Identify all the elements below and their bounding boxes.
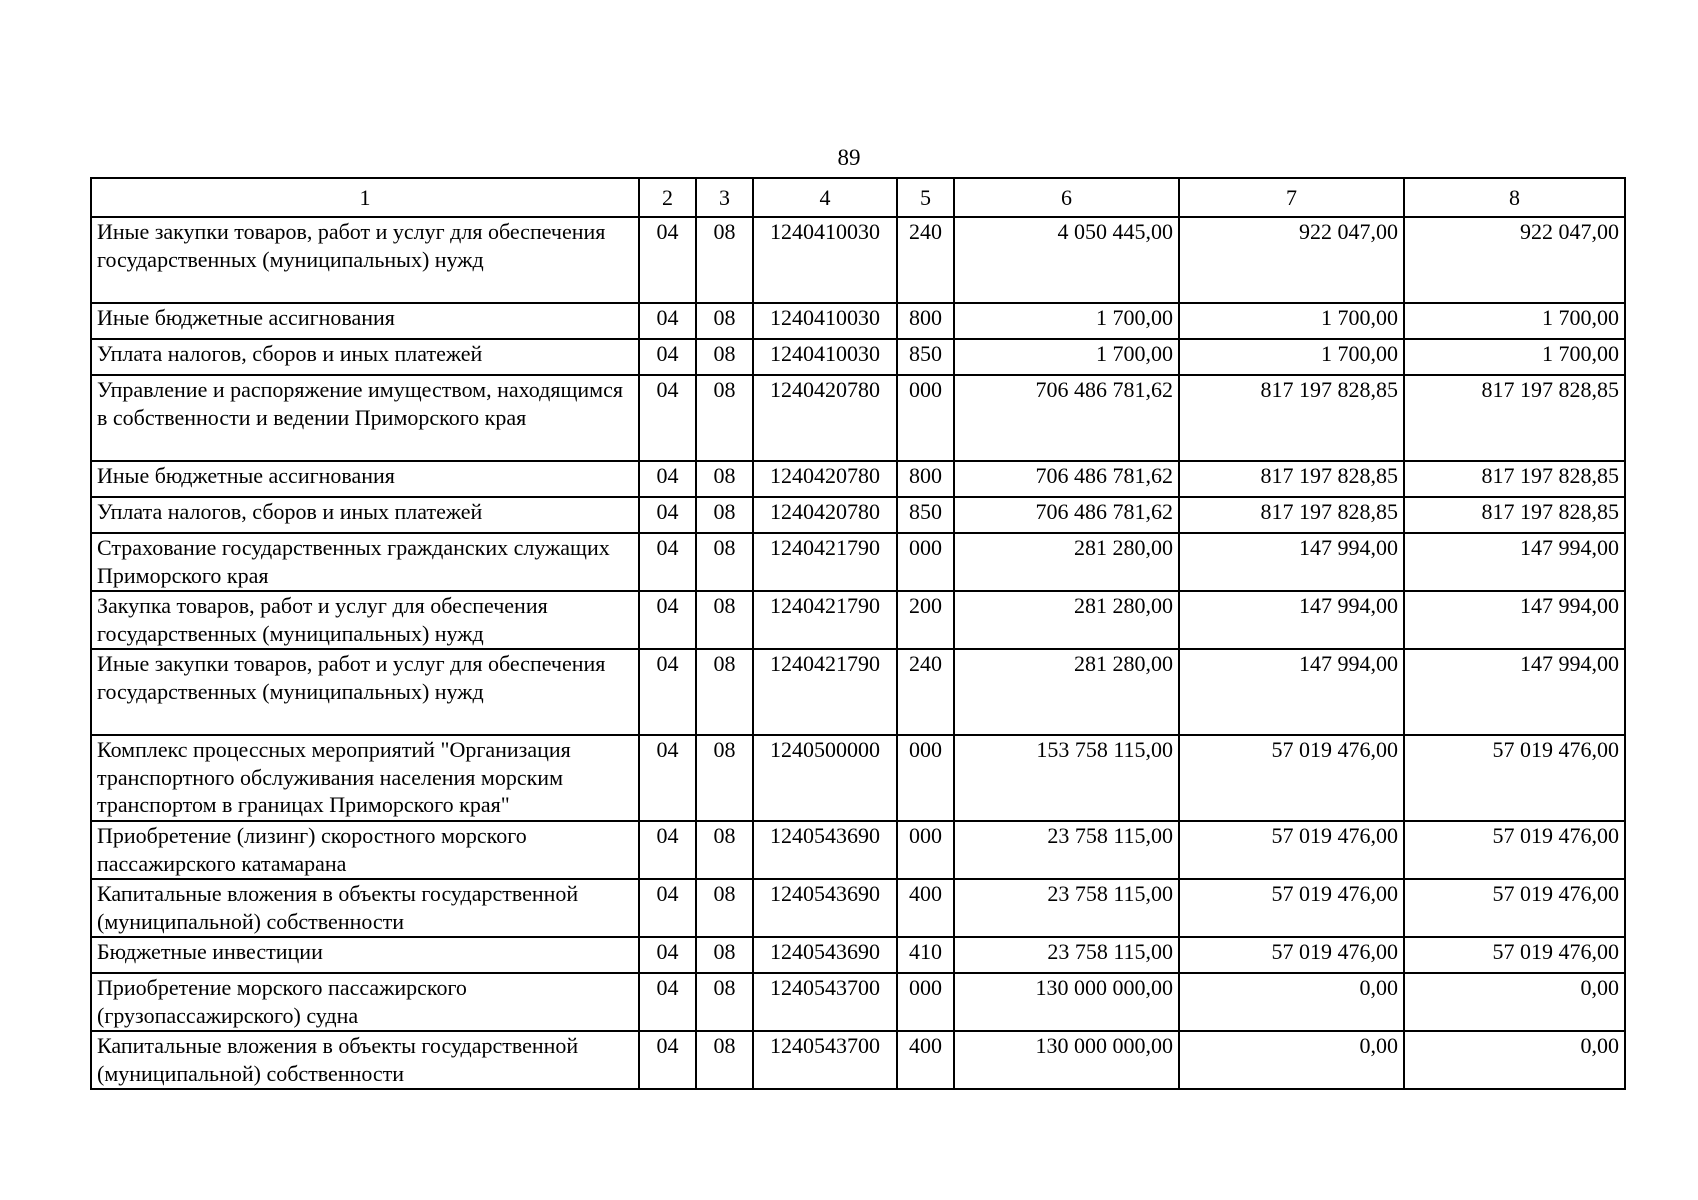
- row-description: Иные закупки товаров, работ и услуг для обеспечения государственных (муниципальных) нужд: [91, 649, 639, 735]
- header-cell: 3: [696, 178, 753, 217]
- row-description: Страхование государственных гражданских служащих Приморского края: [91, 533, 639, 591]
- expense-type-code: 240: [897, 649, 954, 735]
- amount-col-8: 817 197 828,85: [1404, 497, 1625, 533]
- subsection-code: 08: [696, 339, 753, 375]
- expense-type-code: 000: [897, 375, 954, 461]
- amount-col-7: 1 700,00: [1179, 339, 1404, 375]
- row-description: Иные закупки товаров, работ и услуг для обеспечения государственных (муниципальных) нужд: [91, 217, 639, 303]
- section-code: 04: [639, 533, 696, 591]
- subsection-code: 08: [696, 375, 753, 461]
- amount-col-8: 57 019 476,00: [1404, 821, 1625, 879]
- table-row: [91, 649, 1625, 735]
- amount-col-8: 57 019 476,00: [1404, 879, 1625, 937]
- amount-col-8: 1 700,00: [1404, 303, 1625, 339]
- expense-type-code: 400: [897, 1031, 954, 1089]
- target-article-code: 1240421790: [753, 533, 897, 591]
- section-code: 04: [639, 735, 696, 821]
- header-cell: 5: [897, 178, 954, 217]
- amount-col-6: 1 700,00: [954, 339, 1179, 375]
- subsection-code: 08: [696, 303, 753, 339]
- target-article-code: 1240420780: [753, 497, 897, 533]
- expense-type-code: 410: [897, 937, 954, 973]
- amount-col-6: 706 486 781,62: [954, 497, 1179, 533]
- table-row: [91, 937, 1625, 973]
- target-article-code: 1240410030: [753, 217, 897, 303]
- amount-col-8: 1 700,00: [1404, 339, 1625, 375]
- amount-col-6: 130 000 000,00: [954, 1031, 1179, 1089]
- amount-col-8: 57 019 476,00: [1404, 937, 1625, 973]
- section-code: 04: [639, 649, 696, 735]
- header-cell: 1: [91, 178, 639, 217]
- table-row: [91, 339, 1625, 375]
- subsection-code: 08: [696, 1031, 753, 1089]
- table-row: [91, 533, 1625, 591]
- expense-type-code: 850: [897, 339, 954, 375]
- section-code: 04: [639, 1031, 696, 1089]
- subsection-code: 08: [696, 735, 753, 821]
- amount-col-6: 706 486 781,62: [954, 461, 1179, 497]
- subsection-code: 08: [696, 591, 753, 649]
- amount-col-7: 0,00: [1179, 1031, 1404, 1089]
- expense-type-code: 000: [897, 973, 954, 1031]
- row-description: Капитальные вложения в объекты государственной (муниципальной) собственности: [91, 1031, 639, 1089]
- amount-col-7: 817 197 828,85: [1179, 461, 1404, 497]
- subsection-code: 08: [696, 533, 753, 591]
- expense-type-code: 000: [897, 735, 954, 821]
- subsection-code: 08: [696, 217, 753, 303]
- expense-type-code: 400: [897, 879, 954, 937]
- amount-col-6: 706 486 781,62: [954, 375, 1179, 461]
- subsection-code: 08: [696, 879, 753, 937]
- section-code: 04: [639, 375, 696, 461]
- subsection-code: 08: [696, 821, 753, 879]
- expense-type-code: 240: [897, 217, 954, 303]
- amount-col-6: 281 280,00: [954, 591, 1179, 649]
- row-description: Приобретение морского пассажирского (грузопассажирского) судна: [91, 973, 639, 1031]
- target-article-code: 1240410030: [753, 303, 897, 339]
- amount-col-6: 281 280,00: [954, 533, 1179, 591]
- section-code: 04: [639, 973, 696, 1031]
- section-code: 04: [639, 821, 696, 879]
- table-row: [91, 303, 1625, 339]
- row-description: Закупка товаров, работ и услуг для обеспечения государственных (муниципальных) нужд: [91, 591, 639, 649]
- section-code: 04: [639, 339, 696, 375]
- page-number: 89: [837, 145, 861, 170]
- target-article-code: 1240543690: [753, 821, 897, 879]
- row-description: Комплекс процессных мероприятий "Организация транспортного обслуживания населения морским транспортом в границах Приморского края": [91, 735, 639, 821]
- section-code: 04: [639, 937, 696, 973]
- amount-col-8: 0,00: [1404, 1031, 1625, 1089]
- row-description: Иные бюджетные ассигнования: [91, 461, 639, 497]
- amount-col-6: 23 758 115,00: [954, 937, 1179, 973]
- section-code: 04: [639, 303, 696, 339]
- table-row: [91, 461, 1625, 497]
- table-row: [91, 217, 1625, 303]
- amount-col-8: 147 994,00: [1404, 649, 1625, 735]
- subsection-code: 08: [696, 497, 753, 533]
- row-description: Управление и распоряжение имуществом, находящимся в собственности и ведении Приморского края: [91, 375, 639, 461]
- section-code: 04: [639, 461, 696, 497]
- amount-col-7: 147 994,00: [1179, 591, 1404, 649]
- expense-type-code: 000: [897, 821, 954, 879]
- table-row: [91, 879, 1625, 937]
- table-row: [91, 973, 1625, 1031]
- budget-table: [90, 177, 1626, 1090]
- target-article-code: 1240543690: [753, 879, 897, 937]
- amount-col-6: 23 758 115,00: [954, 821, 1179, 879]
- amount-col-6: 153 758 115,00: [954, 735, 1179, 821]
- header-cell: 7: [1179, 178, 1404, 217]
- amount-col-6: 23 758 115,00: [954, 879, 1179, 937]
- target-article-code: 1240543700: [753, 973, 897, 1031]
- row-description: Приобретение (лизинг) скоростного морского пассажирского катамарана: [91, 821, 639, 879]
- amount-col-7: 922 047,00: [1179, 217, 1404, 303]
- amount-col-7: 57 019 476,00: [1179, 821, 1404, 879]
- row-description: Уплата налогов, сборов и иных платежей: [91, 497, 639, 533]
- expense-type-code: 000: [897, 533, 954, 591]
- subsection-code: 08: [696, 973, 753, 1031]
- subsection-code: 08: [696, 937, 753, 973]
- amount-col-7: 817 197 828,85: [1179, 375, 1404, 461]
- table-row: [91, 591, 1625, 649]
- amount-col-8: 57 019 476,00: [1404, 735, 1625, 821]
- target-article-code: 1240420780: [753, 461, 897, 497]
- expense-type-code: 800: [897, 461, 954, 497]
- amount-col-8: 147 994,00: [1404, 533, 1625, 591]
- expense-type-code: 200: [897, 591, 954, 649]
- target-article-code: 1240543690: [753, 937, 897, 973]
- table-row: [91, 375, 1625, 461]
- amount-col-6: 130 000 000,00: [954, 973, 1179, 1031]
- target-article-code: 1240421790: [753, 649, 897, 735]
- amount-col-7: 57 019 476,00: [1179, 879, 1404, 937]
- amount-col-7: 1 700,00: [1179, 303, 1404, 339]
- header-cell: 8: [1404, 178, 1625, 217]
- target-article-code: 1240410030: [753, 339, 897, 375]
- amount-col-6: 1 700,00: [954, 303, 1179, 339]
- row-description: Иные бюджетные ассигнования: [91, 303, 639, 339]
- row-description: Капитальные вложения в объекты государственной (муниципальной) собственности: [91, 879, 639, 937]
- section-code: 04: [639, 497, 696, 533]
- expense-type-code: 800: [897, 303, 954, 339]
- target-article-code: 1240543700: [753, 1031, 897, 1089]
- amount-col-7: 817 197 828,85: [1179, 497, 1404, 533]
- amount-col-6: 281 280,00: [954, 649, 1179, 735]
- header-cell: 4: [753, 178, 897, 217]
- row-description: Бюджетные инвестиции: [91, 937, 639, 973]
- amount-col-7: 57 019 476,00: [1179, 735, 1404, 821]
- amount-col-8: 147 994,00: [1404, 591, 1625, 649]
- amount-col-7: 147 994,00: [1179, 533, 1404, 591]
- header-cell: 6: [954, 178, 1179, 217]
- amount-col-7: 147 994,00: [1179, 649, 1404, 735]
- table-row: [91, 821, 1625, 879]
- section-code: 04: [639, 217, 696, 303]
- amount-col-8: 0,00: [1404, 973, 1625, 1031]
- amount-col-8: 817 197 828,85: [1404, 461, 1625, 497]
- expense-type-code: 850: [897, 497, 954, 533]
- target-article-code: 1240421790: [753, 591, 897, 649]
- amount-col-7: 57 019 476,00: [1179, 937, 1404, 973]
- header-cell: 2: [639, 178, 696, 217]
- subsection-code: 08: [696, 649, 753, 735]
- target-article-code: 1240500000: [753, 735, 897, 821]
- target-article-code: 1240420780: [753, 375, 897, 461]
- table-row: [91, 735, 1625, 821]
- table-row: [91, 497, 1625, 533]
- amount-col-6: 4 050 445,00: [954, 217, 1179, 303]
- amount-col-8: 922 047,00: [1404, 217, 1625, 303]
- row-description: Уплата налогов, сборов и иных платежей: [91, 339, 639, 375]
- section-code: 04: [639, 591, 696, 649]
- header-row: [91, 178, 1625, 217]
- table-row: [91, 1031, 1625, 1089]
- amount-col-7: 0,00: [1179, 973, 1404, 1031]
- subsection-code: 08: [696, 461, 753, 497]
- amount-col-8: 817 197 828,85: [1404, 375, 1625, 461]
- section-code: 04: [639, 879, 696, 937]
